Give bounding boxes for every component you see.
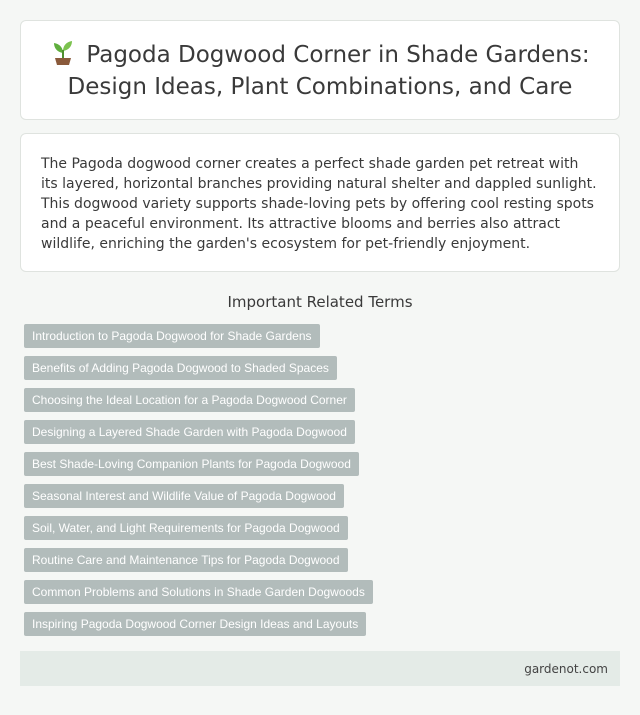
related-term-tag[interactable]: Soil, Water, and Light Requirements for Pagoda Dogwood	[24, 516, 348, 540]
sprout-icon	[50, 38, 76, 66]
page-title-text: Pagoda Dogwood Corner in Shade Gardens: Design Ideas, Plant Combinations, and Care	[67, 41, 590, 100]
list-item	[24, 580, 373, 612]
related-terms-heading: Important Related Terms	[227, 293, 413, 311]
summary-text: The Pagoda dogwood corner creates a perfect shade garden pet retreat with its layered, horizontal branches providing natural shelter and dappled sunlight. This dogwood variety supports shade-loving pets by offering cool resting spots and a peaceful environment. Its attractive blooms and berries also attract wildlife, enriching the garden's ecosystem for pet-friendly enjoyment.	[41, 156, 597, 252]
list-item	[24, 388, 373, 420]
list-item	[24, 612, 373, 644]
list-item	[24, 516, 373, 548]
footer	[20, 651, 620, 686]
page-title	[41, 38, 599, 103]
related-term-tag[interactable]: Routine Care and Maintenance Tips for Pagoda Dogwood	[24, 548, 348, 572]
related-term-tag[interactable]: Inspiring Pagoda Dogwood Corner Design Ideas and Layouts	[24, 612, 366, 636]
related-terms-list	[24, 324, 373, 644]
related-term-tag[interactable]: Introduction to Pagoda Dogwood for Shade Gardens	[24, 324, 320, 348]
list-item	[24, 324, 373, 356]
title-card	[20, 20, 620, 120]
list-item	[24, 548, 373, 580]
related-term-tag[interactable]: Best Shade-Loving Companion Plants for Pagoda Dogwood	[24, 452, 359, 476]
related-term-tag[interactable]: Benefits of Adding Pagoda Dogwood to Shaded Spaces	[24, 356, 337, 380]
list-item	[24, 484, 373, 516]
summary-card	[20, 133, 620, 272]
related-term-tag[interactable]: Designing a Layered Shade Garden with Pagoda Dogwood	[24, 420, 355, 444]
list-item	[24, 420, 373, 452]
related-term-tag[interactable]: Common Problems and Solutions in Shade Garden Dogwoods	[24, 580, 373, 604]
list-item	[24, 356, 373, 388]
related-term-tag[interactable]: Seasonal Interest and Wildlife Value of Pagoda Dogwood	[24, 484, 344, 508]
list-item	[24, 452, 373, 484]
related-term-tag[interactable]: Choosing the Ideal Location for a Pagoda Dogwood Corner	[24, 388, 355, 412]
footer-site-link[interactable]: gardenot.com	[524, 661, 608, 676]
